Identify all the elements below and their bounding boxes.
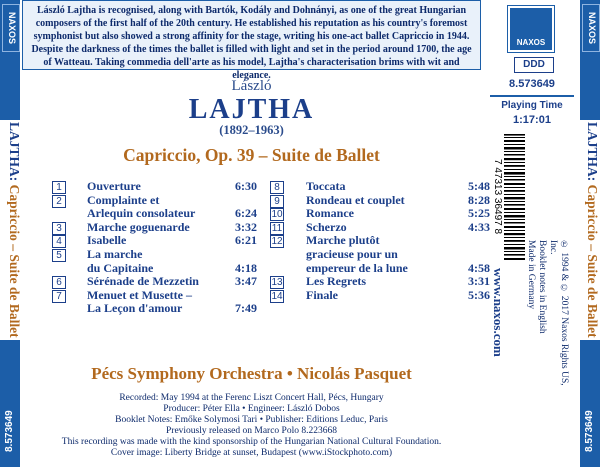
track-title: Toccata <box>306 179 346 193</box>
track-duration: 6:30 <box>235 179 257 193</box>
left-spine-title <box>0 120 22 340</box>
work-title: Capriccio, Op. 39 – Suite de Ballet <box>123 145 380 165</box>
track-number: 4 <box>52 235 66 248</box>
legal-line: Booklet notes in English <box>537 240 547 334</box>
website-url[interactable]: www.naxos.com <box>491 268 506 357</box>
legal-text <box>509 240 569 390</box>
naxos-spine-logo: NAXOS <box>2 4 20 52</box>
credit-line: Recorded: May 1994 at the Ferenc Liszt Concert Hall, Pécs, Hungary <box>119 393 384 403</box>
composer-last-name: LAJTHA <box>188 94 315 125</box>
track-number: 9 <box>270 195 284 208</box>
track-title: Romance <box>306 206 354 221</box>
track-duration: 3:32 <box>235 219 257 234</box>
track-duration: 4:33 <box>468 219 490 234</box>
track-title: Les Regrets <box>306 274 367 289</box>
track-number: 5 <box>52 249 66 262</box>
track-number: 12 <box>271 236 283 248</box>
track-number: 1 <box>52 181 66 194</box>
track-duration: 5:36 <box>468 287 490 302</box>
track-number: 14 <box>271 290 283 302</box>
spine-work: Capriccio – Suite de Ballet <box>7 184 22 338</box>
track-duration: 5:25 <box>468 206 490 221</box>
track-number: 7 <box>52 290 66 303</box>
naxos-logo: NAXOS <box>508 6 554 52</box>
catalogue-number: 8.573649 <box>509 78 555 90</box>
credits <box>22 393 481 459</box>
track-duration: 8:28 <box>468 192 490 207</box>
track-title: La Leçon d'amour <box>87 301 183 316</box>
spine-work-right: Capriccio – Suite de Ballet <box>585 184 600 338</box>
track-number: 13 <box>271 277 283 289</box>
track-title: Sérénade de Mezzetin <box>87 274 199 289</box>
credit-line: Producer: Péter Ella • Engineer: László Dobos <box>163 404 340 414</box>
track-duration: 7:49 <box>235 301 257 316</box>
track-title: empereur de la lune <box>306 260 408 275</box>
credit-line: Cover image: Liberty Bridge at sunset, Budapest (www.iStockphoto.com) <box>110 448 393 458</box>
credit-line: This recording was made with the kind sponsorship of the Hungarian National Cultural Foundation. <box>61 437 442 447</box>
credit-line: Booklet Notes: Emőke Solymosi Tari • Publisher: Editions Leduc, Paris <box>115 415 388 425</box>
track-title: Arlequin consolateur <box>87 206 196 221</box>
track-title: La marche <box>87 247 143 261</box>
track-duration: 3:31 <box>468 274 490 289</box>
track-title: gracieuse pour un <box>306 247 398 261</box>
track-title: Marche plutôt <box>306 233 380 248</box>
track-number: 11 <box>271 222 283 234</box>
track-title: Rondeau et couplet <box>306 192 405 207</box>
spine-composer: LAJTHA: <box>7 122 22 182</box>
credit-line: Previously released on Marco Polo 8.223668 <box>166 426 337 436</box>
intro-text: László Lajtha is recognised, along with Bartók, Kodály and Dohnányi, as one of the great Hungarian composers of the first half of the 20th century. He established his reputation as his country's foremost symphonist but also showed a strong affinity for the stage, writing his one-act ballet Capriccio in 1944. Despite the darkness of the times the ballet is filled with light and set in the period around 1700, the age of Watteau. Taking commedia dell'arte as his model, Lajtha's characterisation brims with wit and elegance. <box>22 0 481 70</box>
track-duration: 6:21 <box>235 233 257 248</box>
track-duration: 3:47 <box>235 274 257 289</box>
legal-line: Made in Germany <box>526 240 536 310</box>
track-duration: 6:24 <box>235 206 257 221</box>
track-duration: 4:58 <box>468 260 490 275</box>
composer-first-name: László <box>231 78 272 94</box>
spine-catalogue-number-right: 8.573649 <box>584 410 595 452</box>
naxos-spine-logo-right: NAXOS <box>582 4 600 52</box>
track-duration: 4:18 <box>235 260 257 275</box>
playing-time-label: Playing Time <box>501 100 563 111</box>
divider <box>490 95 574 97</box>
track-number: 3 <box>52 222 66 235</box>
track-number: 2 <box>52 195 66 208</box>
format-badge: DDD <box>514 57 554 73</box>
track-number: 8 <box>270 181 284 194</box>
track-title: Marche goguenarde <box>87 219 190 234</box>
barcode-number: 7 47313 36497 8 <box>490 132 504 262</box>
track-number: 6 <box>52 276 66 289</box>
composer-dates: (1892–1963) <box>219 123 284 137</box>
track-title: Ouverture <box>87 179 141 193</box>
legal-line: ℗ 1994 & © 2017 Naxos Rights US, Inc. <box>548 240 569 386</box>
track-number: 10 <box>271 209 283 221</box>
right-spine-title <box>578 120 600 340</box>
track-title: Finale <box>306 287 338 302</box>
track-title: Menuet et Musette – <box>87 287 192 302</box>
performers: Pécs Symphony Orchestra • Nicolás Pasquet <box>91 364 412 383</box>
playing-time: 1:17:01 <box>513 114 551 126</box>
spine-composer-right: LAJTHA: <box>585 122 600 182</box>
track-duration: 5:48 <box>468 179 490 193</box>
spine-catalogue-number: 8.573649 <box>4 410 15 452</box>
track-title: du Capitaine <box>87 260 154 275</box>
track-title: Isabelle <box>87 233 127 248</box>
track-title: Complainte et <box>87 192 160 207</box>
track-title: Scherzo <box>306 219 347 234</box>
